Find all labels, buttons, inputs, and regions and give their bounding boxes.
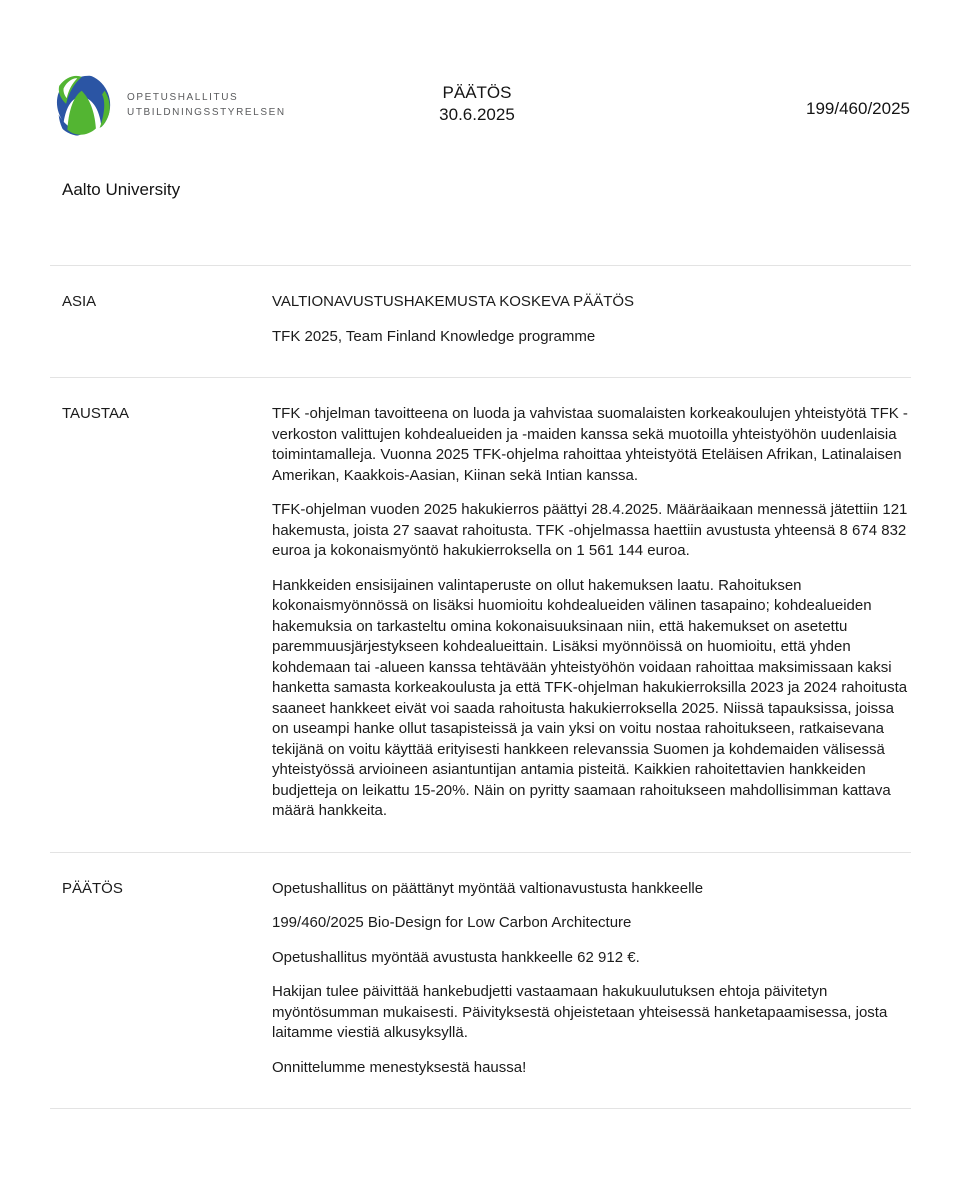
document-body	[0, 265, 954, 1109]
reference-number: 199/460/2025	[806, 99, 910, 118]
section-paatos	[0, 853, 954, 1109]
section-label: ASIA	[62, 293, 97, 310]
paragraph: Opetushallitus on päättänyt myöntää valtionavustusta hankkeelle	[272, 879, 704, 897]
document-type: PÄÄTÖS	[442, 83, 512, 102]
paragraph: TFK -ohjelman tavoitteena on luoda ja vahvistaa suomalaisten korkeakoulujen yhteistyötä TFK -verkoston valittujen kohdealueiden ja -maiden kanssa sekä muotoilla yhteistyöhön uudenlaisia toimintamalleja. Vuonna 2025 TFK-ohjelma rahoittaa yhteistyötä Eteläisen Afrikan, Latinalaisen Amerikan, Kaakkois-Aasian, Kiinan sekä Intian kanssa.	[272, 405, 908, 484]
recipient-name: Aalto University	[62, 180, 181, 199]
paragraph: Hakijan tulee päivittää hankebudjetti vastaamaan hakukuulutuksen ehtoja päivitetyn myöntösumman mukaisesti. Päivityksestä ohjeistetaan yhteisessä hanketapaamisessa, josta laitamme viestiä alkusyksyllä.	[272, 983, 888, 1041]
paragraph: TFK 2025, Team Finland Knowledge programme	[272, 327, 596, 345]
section-content	[272, 404, 910, 822]
paragraph: Onnittelumme menestyksestä haussa!	[272, 1058, 527, 1076]
divider	[50, 1108, 911, 1109]
paragraph: Hankkeiden ensisijainen valintaperuste on ollut hakemuksen laatu. Rahoituksen kokonaismyönnössä on lisäksi huomioitu kohdealueiden välinen tasapaino; kohdealueiden hakemuksia on tarkasteltu omina kokonaisuuksinaan niin, että hakemukset on asetettu paremmuusjärjestykseen kohdealueittain. Lisäksi myönnöissä on huomioitu, että yhden kohdemaan tai -alueen kanssa tehtävään yhteistyöhön voidaan rahoittaa maksimissaan kaksi hanketta samasta korkeakoulusta ja että TFK-ohjelman hakukierroksilla 2023 ja 2024 rahoitusta saaneet hankkeet eivät voi saada rahoitusta hakukierroksella 2025. Niissä tapauksissa, joissa on useampi hanke ollut tasapisteissä ja vain yksi on voitu nostaa rahoitukseen, ratkaisevana tekijänä on voitu käyttää erityisesti hankkeen relevanssia Suomen ja kohdemaiden välisessä yhteistyössä arvioineen asiantuntijan antamia pisteitä. Kaikkien rahoitettavien hankkeiden budjetteja on leikattu 15-20%. Näin on pyritty saamaan rahoitukseen mahdollisimman kattava määrä hankkeita.	[272, 576, 908, 819]
paragraph: TFK-ohjelman vuoden 2025 hakukierros päättyi 28.4.2025. Määräaikaan mennessä jätettiin 121 hakemusta, joista 27 saavat rahoitusta. TFK -ohjelmassa haettiin avustusta yhteensä 8 674 832 euroa ja kokonaismyöntö hakukierroksella on 1 561 144 euroa.	[272, 501, 908, 559]
section-content	[272, 292, 910, 347]
paragraph: 199/460/2025 Bio-Design for Low Carbon Architecture	[272, 914, 632, 931]
section-label: PÄÄTÖS	[62, 879, 123, 897]
section-label: TAUSTAA	[62, 405, 129, 422]
section-asia	[0, 266, 954, 377]
section-content	[272, 879, 910, 1079]
agency-name-fi: OPETUSHALLITUS	[127, 92, 239, 103]
section-taustaa	[0, 378, 954, 852]
paragraph: VALTIONAVUSTUSHAKEMUSTA KOSKEVA PÄÄTÖS	[272, 293, 635, 310]
paragraph: Opetushallitus myöntää avustusta hankkeelle 62 912 €.	[272, 948, 640, 966]
document-date: 30.6.2025	[439, 105, 515, 124]
agency-name-sv: UTBILDNINGSSTYRELSEN	[127, 107, 286, 118]
